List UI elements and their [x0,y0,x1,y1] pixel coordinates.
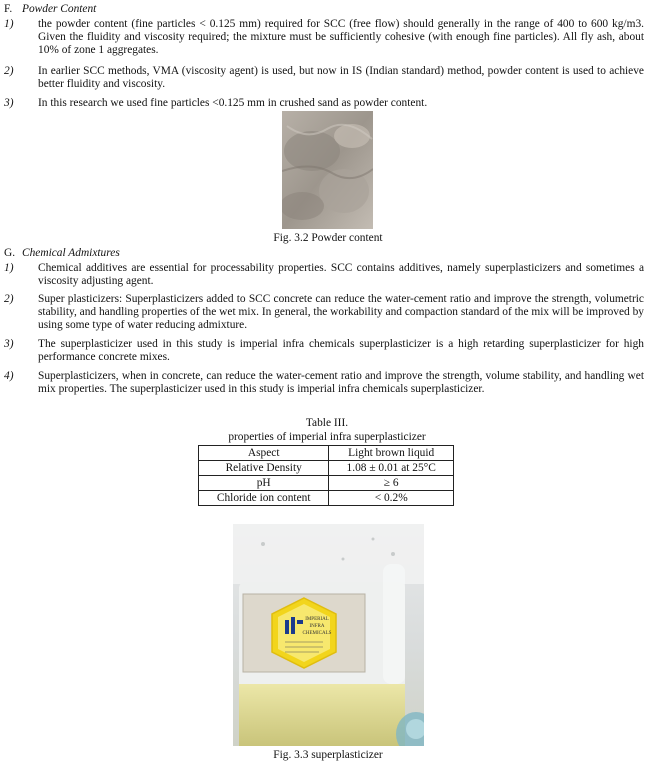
section-f-title: Powder Content [22,3,97,15]
section-g-item-3 [4,338,644,364]
item-text: Superplasticizers, when in concrete, can reduce the water-cement ratio and improve the strength, volume stability, and handling wet mix properties. The superplasticizer used in this study is imperial infra chemicals superplasticizer. [38,370,644,396]
table-3-subtitle: properties of imperial infra superplasticizer [228,431,426,443]
item-number: 1) [4,262,14,274]
fig-3-2-caption: Fig. 3.2 Powder content [273,232,383,244]
item-number: 2) [4,65,14,77]
section-f-item-3 [4,97,644,110]
table-row [199,461,454,476]
table-cell-key: Aspect [199,446,329,461]
properties-table [198,445,454,506]
table-cell-value: 1.08 ± 0.01 at 25°C [329,461,454,476]
item-number: 2) [4,293,14,305]
section-f-label: F. [4,3,13,15]
table-row [199,446,454,461]
item-text: the powder content (fine particles < 0.125 mm) required for SCC (free flow) should generally in the range of 400 to 600 kg/m3. Given the fluidity and viscosity required; the mixture must be sufficiently cohesive (with enough fine particles). All fly ash, about 10% of zone 1 aggregates. [38,18,644,57]
item-number: 3) [4,338,14,350]
powder-content-image [282,111,373,229]
table-cell-key: Chloride ion content [199,491,329,506]
fig-3-3-caption: Fig. 3.3 superplasticizer [273,749,383,761]
section-g-heading [4,247,120,260]
item-number: 4) [4,370,14,382]
section-g-item-1 [4,262,644,288]
section-f-heading [4,3,96,16]
item-text: Chemical additives are essential for processability properties. SCC contains additives, namely superplasticizers and sometimes a viscosity adjusting agent. [38,262,644,288]
item-number: 1) [4,18,14,30]
table-cell-value: Light brown liquid [329,446,454,461]
label-text-infra: INFRA [309,624,325,629]
section-g-label: G. [4,247,16,259]
superplasticizer-image [233,524,424,746]
item-text: The superplasticizer used in this study is imperial infra chemicals superplasticizer is a high retarding superplasticizer for high performance concrete mixes. [38,338,644,364]
item-text: In earlier SCC methods, VMA (viscosity agent) is used, but now in IS (Indian standard) method, powder content is used to achieve better fluidity and viscosity. [38,65,644,91]
section-f-item-1 [4,18,644,58]
section-g-item-2 [4,293,644,333]
table-cell-value: < 0.2% [329,491,454,506]
table-cell-key: Relative Density [199,461,329,476]
table-3-title: Table III. [305,417,349,429]
item-number: 3) [4,97,14,109]
powder-content-photo [282,111,373,229]
table-cell-key: pH [199,476,329,491]
table-row [199,476,454,491]
section-g-item-4 [4,370,644,396]
table-row [199,491,454,506]
item-text: Super plasticizers: Superplasticizers added to SCC concrete can reduce the water-cement ratio and improve the strength, volumetric stability, and handling properties of the wet mix. In general, the workability and compaction standard of the mix will be improved by using some type of water reducing admixture. [38,293,644,332]
superplasticizer-photo [233,524,424,746]
label-text-chemicals: CHEMICALS [302,631,332,636]
table-cell-value: ≥ 6 [329,476,454,491]
item-text: In this research we used fine particles <0.125 mm in crushed sand as powder content. [38,97,428,109]
label-text-imperial: IMPERIAL [305,617,329,622]
section-g-title: Chemical Admixtures [22,247,120,259]
section-f-item-2 [4,65,644,91]
